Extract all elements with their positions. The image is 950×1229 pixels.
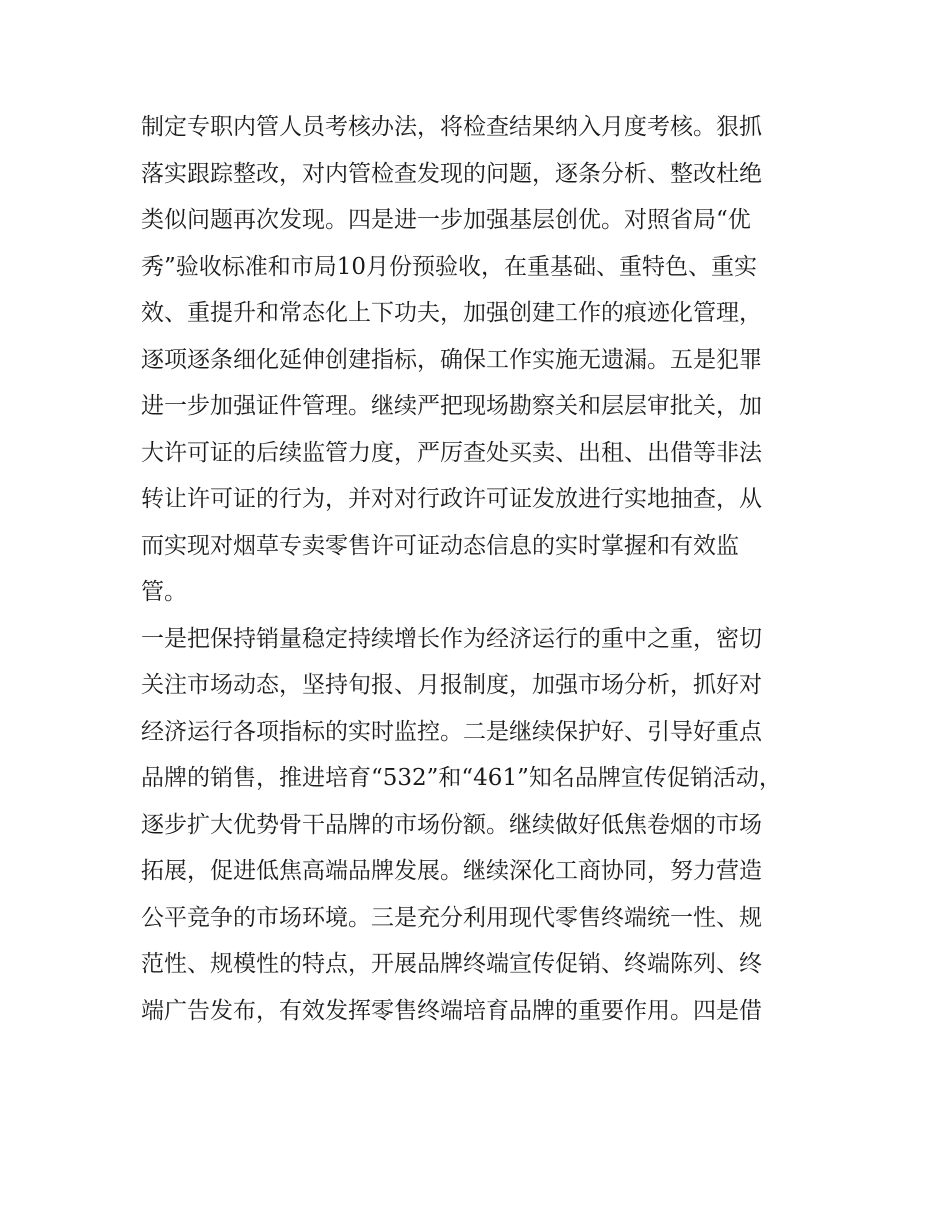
text-line: 制定专职内管人员考核办法，将检查结果纳入月度考核。狠抓 <box>141 114 762 140</box>
text-line: 大许可证的后续监管力度，严厉查处买卖、出租、出借等非法 <box>141 439 762 466</box>
text-line: 类似问题再次发现。四是进一步加强基层创优。对照省局“优 <box>141 207 751 233</box>
text-line: 转让许可证的行为，并对对行政许可证发放进行实地抽查，从 <box>141 486 762 512</box>
text-line: 效、重提升和常态化上下功夫，加强创建工作的痕迹化管理， <box>141 300 762 326</box>
text-line: 逐步扩大优势骨干品牌的市场份额。继续做好低焦卷烟的市场 <box>141 811 762 838</box>
text-line: 经济运行各项指标的实时监控。二是继续保护好、引导好重点 <box>141 718 762 745</box>
text-line: 进一步加强证件管理。继续严把现场勘察关和层层审批关，加 <box>141 393 762 419</box>
text-line: 落实跟踪整改，对内管检查发现的问题，逐条分析、整改杜绝 <box>141 160 762 187</box>
text-line: 范性、规模性的特点，开展品牌终端宣传促销、终端陈列、终 <box>141 951 762 977</box>
text-line: 端广告发布，有效发挥零售终端培育品牌的重要作用。四是借 <box>141 997 762 1024</box>
text-line: 品牌的销售，推进培育“532”和“461”知名品牌宣传促销活动， <box>141 765 782 791</box>
document-body <box>141 104 841 1034</box>
text-line: 管。 <box>141 579 187 605</box>
text-line: 秀”验收标准和市局10月份预验收，在重基础、重特色、重实 <box>141 253 758 280</box>
text-line: 拓展，促进低焦高端品牌发展。继续深化工商协同，努力营造 <box>141 858 762 884</box>
text-line: 关注市场动态，坚持旬报、月报制度，加强市场分析，抓好对 <box>141 672 762 698</box>
text-line: 而实现对烟草专卖零售许可证动态信息的实时掌握和有效监 <box>141 532 739 559</box>
text-line: 逐项逐条细化延伸创建指标，确保工作实施无遗漏。五是犯罪 <box>141 346 762 373</box>
text-line: 一是把保持销量稳定持续增长作为经济运行的重中之重，密切 <box>141 625 762 652</box>
text-line: 公平竞争的市场环境。三是充分利用现代零售终端统一性、规 <box>141 904 762 931</box>
